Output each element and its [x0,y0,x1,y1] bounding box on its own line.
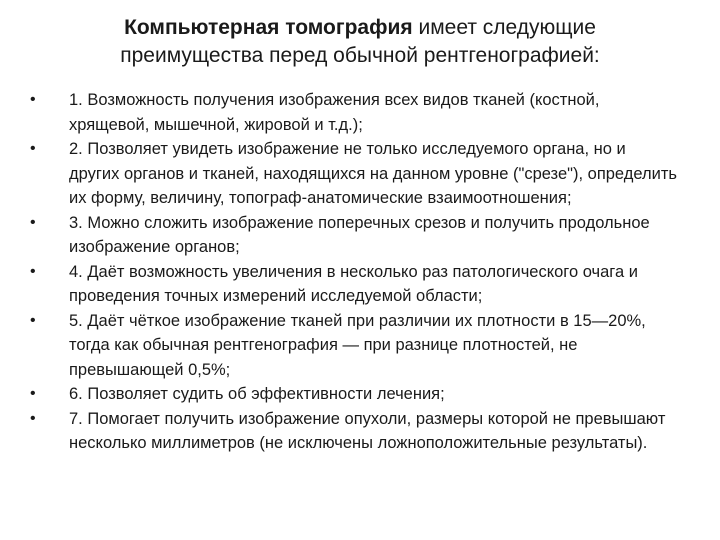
list-item-text: 5. Даёт чёткое изображение тканей при различии их плотности в 15—20%, тогда как обычная рентгенография — при разнице плотностей, не превышающей 0,5%; [69,311,646,379]
bullet-icon: • [30,385,36,402]
list-item-text: 6. Позволяет судить об эффективности лечения; [69,385,445,403]
list-item-text: 4. Даёт возможность увеличения в несколько раз патологического очага и проведения точных измерений исследуемой области; [69,262,638,305]
bullet-icon: • [30,311,36,329]
list-item [30,88,680,137]
list-item [30,407,680,456]
bullet-icon: • [30,140,36,157]
advantages-list [30,88,680,456]
list-item-text: 7. Помогает получить изображение опухоли, размеры которой не превышают несколько миллиметров (не исключены ложноположительные результаты). [69,409,666,452]
title-second-line: преимущества перед обычной рентгенографией: [120,44,600,67]
title-rest-part: имеет следующие [412,16,596,39]
bullet-icon: • [30,409,36,427]
list-item [30,260,680,309]
list-item [30,211,680,260]
bullet-icon: • [30,213,36,231]
list-item [30,382,680,407]
title-bold-part: Компьютерная томография [124,16,413,39]
list-item-text: 1. Возможность получения изображения всех видов тканей (костной, хрящевой, мышечной, жировой и т.д.); [69,91,600,134]
bullet-icon: • [30,262,36,280]
list-item-text: 2. Позволяет увидеть изображение не только исследуемого органа, но и других органов и тканей, находящихся на данном уровне ("срезе"), определить их форму, величину, топограф-анатомические взаимоотношения; [69,140,677,207]
bullet-icon: • [30,91,36,108]
slide-title [60,14,660,70]
list-item [30,309,680,383]
list-item-text: 3. Можно сложить изображение поперечных срезов и получить продольное изображение органов; [69,213,650,256]
list-item [30,137,680,211]
